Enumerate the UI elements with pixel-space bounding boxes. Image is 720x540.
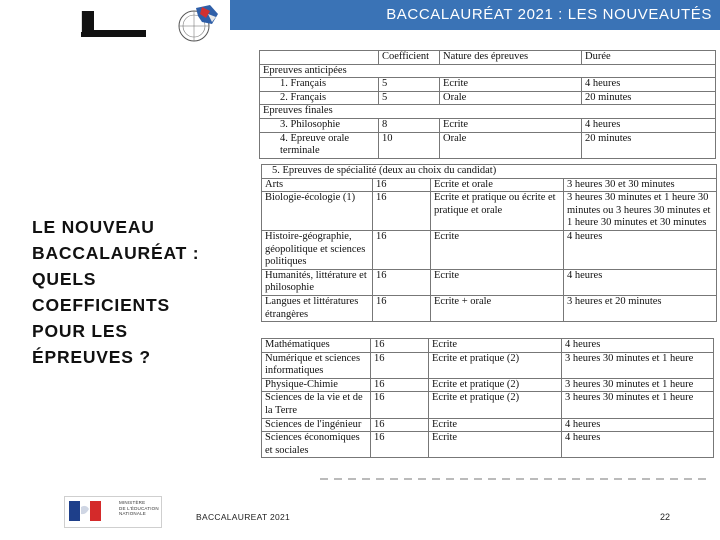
table-cell: 16 [373,295,431,321]
table-cell: Ecrite [440,78,582,92]
table-cell: Epreuves finales [260,105,716,119]
table-cell: Orale [440,132,582,158]
table-section-row [260,105,716,119]
table-header-cell: Coefficient [379,51,440,65]
table-cell: 8 [379,118,440,132]
table-row [262,392,714,418]
footer-label: BACCALAUREAT 2021 [196,512,291,522]
slide-title [32,214,242,370]
ministry-line: MINISTÈRE [119,500,146,505]
table-row [262,352,714,378]
table-cell: Numérique et sciences informatiques [262,352,371,378]
table-cell: Ecrite [431,230,564,269]
table-cell: 3. Philosophie [260,118,379,132]
table-cell: 16 [373,269,431,295]
table-row [262,269,717,295]
table-cell: Ecrite [431,269,564,295]
table-cell: Ecrite + orale [431,295,564,321]
table-cell: Physique-Chimie [262,378,371,392]
table-cell: 4 heures [562,339,714,353]
table-cell: 16 [373,192,431,231]
exam-table-specialities-2 [261,338,714,458]
table-cell: 4 heures [582,78,716,92]
table-row [262,295,717,321]
table-header-cell: Nature des épreuves [440,51,582,65]
table-cell: 2. Français [260,91,379,105]
slide-title-line: QUELS [32,269,97,289]
header-bar [230,0,720,30]
table-section-row [262,165,717,179]
table-cell: 16 [371,418,429,432]
ministry-line: DE L'ÉDUCATION [119,505,159,511]
table-cell: 16 [371,378,429,392]
table-cell: Ecrite et pratique (2) [429,392,562,418]
table-cell: Sciences de la vie et de la Terre [262,392,371,418]
table-cell: Langues et littératures étrangères [262,295,373,321]
slide-title-line: COEFFICIENTS [32,295,170,315]
table-cell: 4 heures [562,418,714,432]
table-cell: 3 heures 30 minutes et 1 heure [562,352,714,378]
table-row [262,230,717,269]
table-cell: Humanités, littérature et philosophie [262,269,373,295]
table-cell: Mathématiques [262,339,371,353]
table-header-cell [260,51,379,65]
table-cell: Ecrite et pratique (2) [429,378,562,392]
table-cell: Biologie-écologie (1) [262,192,373,231]
table-row [262,432,714,458]
table-cell: Histoire-géographie, géopolitique et sciences politiques [262,230,373,269]
table-cell: Ecrite et pratique ou écrite et pratique et orale [431,192,564,231]
slide-title-line: LE NOUVEAU [32,217,155,237]
table-cell: Ecrite [440,118,582,132]
table-header-row [260,51,716,65]
exam-table-specialities-1 [261,164,717,322]
table-cell: 3 heures 30 minutes et 1 heure [562,378,714,392]
table-row [262,192,717,231]
table-cell: 16 [371,352,429,378]
table-cell: 3 heures et 20 minutes [564,295,717,321]
table-cell: Arts [262,178,373,192]
table-row [262,178,717,192]
table-cell: Ecrite et orale [431,178,564,192]
table-section-row [260,64,716,78]
marianne-flag-icon [69,501,101,521]
table-row [262,378,714,392]
table-cell: Ecrite [429,418,562,432]
scan-artifact-divider [320,478,710,480]
table-cell: 10 [379,132,440,158]
academy-logo [74,11,146,37]
table-cell: Sciences économiques et sociales [262,432,371,458]
table-cell: 16 [371,339,429,353]
table-cell: Ecrite et pratique (2) [429,352,562,378]
table-cell: 5 [379,78,440,92]
table-cell: 3 heures 30 minutes et 1 heure [562,392,714,418]
table-row [262,339,714,353]
table-cell: 4 heures [564,230,717,269]
slide-title-line: BACCALAURÉAT : [32,243,200,263]
table-cell: Ecrite [429,339,562,353]
table-cell: 16 [373,230,431,269]
table-cell: 4 heures [562,432,714,458]
exam-table-general [259,50,716,159]
table-cell: 4 heures [582,118,716,132]
table-row [260,132,716,158]
header-title: BACCALAURÉAT 2021 : LES NOUVEAUTÉS [386,6,712,23]
table-cell: 5. Epreuves de spécialité (deux au choix du candidat) [262,165,717,179]
table-cell: 1. Français [260,78,379,92]
table-cell: 20 minutes [582,91,716,105]
ministry-logo [64,496,162,528]
table-cell: 4 heures [564,269,717,295]
table-row [262,418,714,432]
table-cell: Orale [440,91,582,105]
page-number: 22 [660,512,671,522]
slide-title-line: POUR LES [32,321,128,341]
table-row [260,91,716,105]
table-row [260,118,716,132]
table-cell: 3 heures 30 et 30 minutes [564,178,717,192]
table-cell: 16 [371,432,429,458]
table-row [260,78,716,92]
table-cell: 4. Epreuve orale terminale [260,132,379,158]
table-cell: 16 [373,178,431,192]
ministry-line: NATIONALE [119,511,146,516]
slide-title-line: ÉPREUVES ? [32,347,151,367]
table-header-cell: Durée [582,51,716,65]
table-cell: Ecrite [429,432,562,458]
table-cell: 16 [371,392,429,418]
table-cell: 3 heures 30 minutes et 1 heure 30 minutes ou 3 heures 30 minutes et 1 heure 30 minutes et 30 minutes [564,192,717,231]
academy-emblem-icon [176,2,222,44]
table-cell: 5 [379,91,440,105]
table-cell: 20 minutes [582,132,716,158]
table-cell: Sciences de l'ingénieur [262,418,371,432]
table-cell: Epreuves anticipées [260,64,716,78]
